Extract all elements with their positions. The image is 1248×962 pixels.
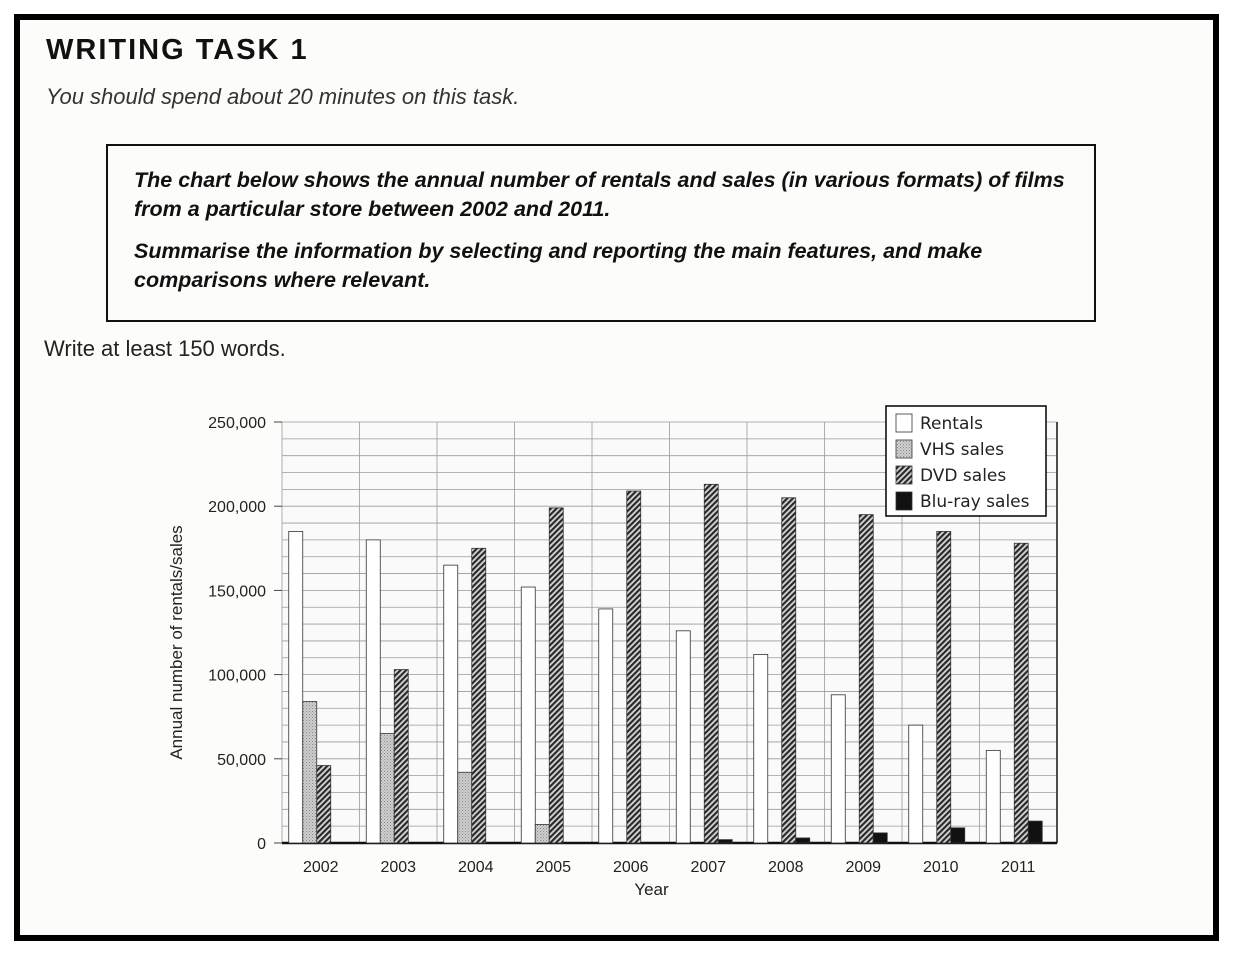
legend-label: DVD sales	[920, 466, 1007, 486]
legend-label: Rentals	[920, 414, 983, 434]
prompt-instruction: Summarise the information by selecting and reporting the main features, and make comparisons where relevant.	[134, 239, 983, 292]
bar-rentals-2005	[521, 587, 535, 843]
bar-blu-ray-sales-2007	[718, 840, 732, 843]
legend-swatch-vhs-sales	[896, 440, 912, 458]
bar-dvd-sales-2009	[859, 515, 873, 843]
bar-rentals-2009	[831, 695, 845, 843]
bar-blu-ray-sales-2011	[1028, 821, 1042, 843]
bar-blu-ray-sales-2009	[873, 833, 887, 843]
time-note: You should spend about 20 minutes on this task.	[46, 84, 520, 109]
chart-legend	[886, 406, 1046, 516]
bar-vhs-sales-2004	[458, 772, 472, 843]
bar-dvd-sales-2002	[317, 766, 331, 843]
x-tick-label: 2010	[922, 859, 959, 876]
bar-dvd-sales-2008	[782, 498, 796, 843]
prompt-description: The chart below shows the annual number of rentals and sales (in various formats) of films from a particular store between 2002 and 2011.	[134, 168, 1065, 221]
bar-vhs-sales-2005	[535, 824, 549, 843]
y-tick-label: 150,000	[208, 583, 266, 601]
x-tick-label: 2006	[612, 859, 649, 876]
y-tick-label: 50,000	[217, 751, 266, 769]
x-tick-label: 2004	[457, 859, 494, 876]
bar-rentals-2004	[444, 565, 458, 843]
bar-dvd-sales-2005	[549, 508, 563, 843]
legend-swatch-blu-ray-sales	[896, 492, 912, 510]
y-axis-title: Annual number of rentals/sales	[167, 525, 186, 760]
task-title: WRITING TASK 1	[46, 34, 309, 66]
bar-rentals-2011	[986, 750, 1000, 843]
bar-vhs-sales-2003	[380, 734, 394, 843]
bar-blu-ray-sales-2008	[796, 838, 810, 843]
bar-rentals-2006	[599, 609, 613, 843]
bar-dvd-sales-2006	[627, 491, 641, 843]
bar-dvd-sales-2010	[937, 531, 951, 843]
bar-vhs-sales-2002	[303, 702, 317, 843]
x-tick-label: 2008	[767, 859, 804, 876]
legend-label: Blu-ray sales	[920, 492, 1030, 512]
legend-label: VHS sales	[920, 440, 1004, 460]
bar-rentals-2010	[909, 725, 923, 843]
y-tick-label: 200,000	[208, 499, 266, 517]
bar-dvd-sales-2003	[394, 670, 408, 843]
bar-dvd-sales-2011	[1014, 543, 1028, 843]
x-tick-label: 2002	[302, 859, 339, 876]
x-tick-label: 2005	[535, 859, 572, 876]
x-tick-label: 2009	[845, 859, 882, 876]
bar-rentals-2008	[754, 654, 768, 843]
bar-dvd-sales-2004	[472, 548, 486, 843]
legend-swatch-dvd-sales	[896, 466, 912, 484]
y-tick-label: 250,000	[208, 415, 266, 432]
bar-blu-ray-sales-2010	[951, 828, 965, 843]
bar-rentals-2007	[676, 631, 690, 843]
word-count-note: Write at least 150 words.	[44, 336, 286, 361]
legend-swatch-rentals	[896, 414, 912, 432]
bar-rentals-2003	[366, 540, 380, 843]
bar-dvd-sales-2007	[704, 484, 718, 843]
bar-rentals-2002	[289, 531, 303, 843]
x-tick-label: 2007	[690, 859, 727, 876]
y-tick-label: 0	[257, 836, 266, 853]
x-tick-label: 2003	[380, 859, 417, 876]
x-axis-title: Year	[634, 880, 669, 899]
x-tick-label: 2011	[1001, 859, 1036, 876]
y-tick-label: 100,000	[208, 667, 266, 685]
